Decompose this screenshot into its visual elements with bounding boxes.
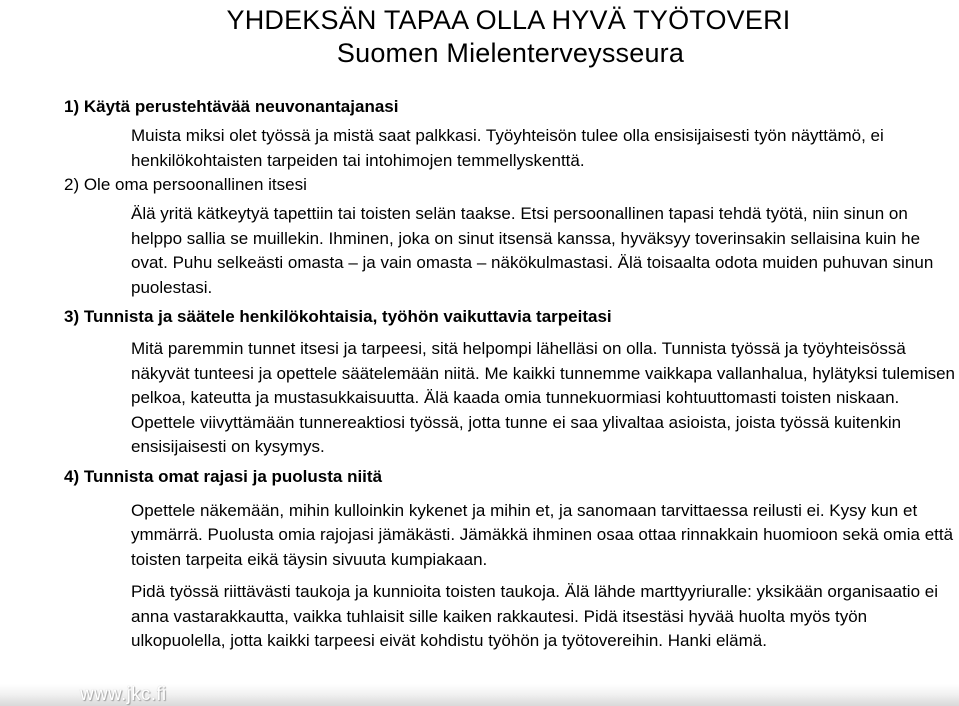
document-subtitle: Suomen Mielenterveysseura <box>336 38 685 68</box>
section-paragraph-4a: Opettele näkemään, mihin kulloinkin kykenet ja mihin et, ja sanomaan tarvittaessa reilusti ei. Kysy kun et ymmärrä. Puolusta omia rajojasi jämäkästi. Jämäkkä ihminen osaa ottaa rinnakkain huomioon sekä omia että toisten tarpeita eikä täysin sivuuta kumpiakaan. <box>131 500 954 569</box>
footer-website-link[interactable]: www.jkc.fi <box>80 684 167 705</box>
section-paragraph-4b: Pidä työssä riittävästi taukoja ja kunnioita toisten taukoja. Älä lähde marttyyriuralle: yksikään organisaatio ei anna vastarakkautta, vaikka tuhlaisit sille kaiken rakkautesi. Pidä itsestäsi hyvää huolta myös työn ulkopuolella, jotta kaikki tarpeesi eivät kohdistu työhön ja työtovereihin. Hanki elämä. <box>131 582 938 650</box>
section-paragraph-2: Älä yritä kätkeytyä tapettiin tai toisten selän taakse. Etsi persoonallinen tapasi tehdä työtä, niin sinun on helppo sallia se muillekin. Ihminen, joka on sinut itsensä kanssa, hyväksyy toverinsakin sellaisina kuin he ovat. Puhu selkeästi omasta – ja vain omasta – näkökulmastasi. Älä toisaalta odota muiden puhuvan sinun puolestasi. <box>131 204 934 297</box>
section-paragraph-3: Mitä paremmin tunnet itsesi ja tarpeesi, sitä helpompi lähelläsi on olla. Tunnista työssä ja työyhteisössä näkyvät tunteesi ja opettele säätelemään niitä. Me kaikki tunnemme vaikkapa vallanhalua, hylätyksi tulemisen pelkoa, kateutta ja mustasukkaisuutta. Älä kaada omia tunnekuormiasi kohtuuttomasti toisten niskaan. Opettele viivyttämään tunnereaktiosi työssä, jotta tunne ei saa ylivaltaa asioista, joista työssä kuitenkin ensisijaisesti on kysymys. <box>131 339 956 456</box>
section-heading-2: 2) Ole oma persoonallinen itsesi <box>64 175 307 194</box>
document-title-block <box>0 4 959 70</box>
document-title: YHDEKSÄN TAPAA OLLA HYVÄ TYÖTOVERI <box>226 5 791 35</box>
section-heading-4: 4) Tunnista omat rajasi ja puolusta niitä <box>64 466 383 486</box>
section-heading-3: 3) Tunnista ja säätele henkilökohtaisia, työhön vaikuttavia tarpeitasi <box>64 307 612 326</box>
section-heading-1: 1) Käytä perustehtävää neuvonantajanasi <box>64 97 399 116</box>
section-paragraph-1: Muista miksi olet työssä ja mistä saat palkkasi. Työyhteisön tulee olla ensisijaisesti työn näyttämö, ei henkilökohtaisten tarpeiden tai intohimojen temmellyskenttä. <box>131 126 884 170</box>
document-body <box>64 95 959 654</box>
